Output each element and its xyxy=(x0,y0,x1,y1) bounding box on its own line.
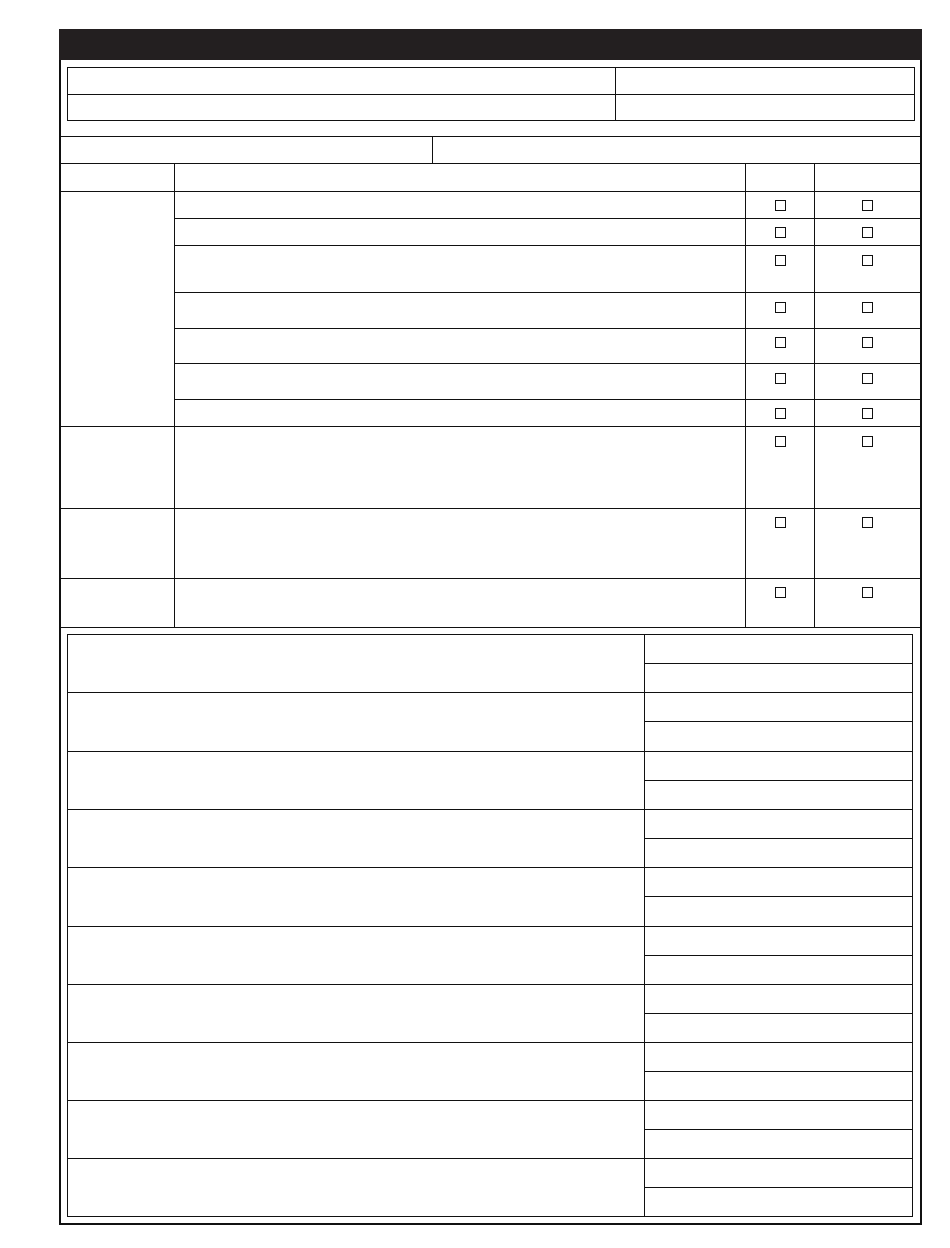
row-rule xyxy=(174,363,922,364)
checklist-col-divider-3 xyxy=(814,163,815,628)
header-field-2[interactable] xyxy=(616,68,914,94)
entries-subrow-rule xyxy=(644,838,913,839)
row-rule xyxy=(174,292,922,293)
checkbox-row2-b[interactable] xyxy=(862,227,873,238)
entries-row-rule xyxy=(67,751,913,752)
checkbox-row7-b[interactable] xyxy=(862,408,873,419)
info-row-bottom-rule xyxy=(59,163,922,164)
entries-row-rule xyxy=(67,809,913,810)
checklist-col-divider-1 xyxy=(174,163,175,628)
entries-row-rule xyxy=(67,1100,913,1101)
checklist-header-rule xyxy=(59,191,922,192)
entries-subrow-rule xyxy=(644,955,913,956)
checkbox-row7-a[interactable] xyxy=(775,408,786,419)
checkbox-row5-b[interactable] xyxy=(862,337,873,348)
row-rule xyxy=(174,218,922,219)
checkbox-row9-b[interactable] xyxy=(862,517,873,528)
checkbox-row2-a[interactable] xyxy=(775,227,786,238)
entries-subrow-rule xyxy=(644,721,913,722)
checkbox-row4-a[interactable] xyxy=(775,302,786,313)
form-title-bar xyxy=(59,29,922,60)
checkbox-row1-b[interactable] xyxy=(862,200,873,211)
checklist-bottom-rule xyxy=(59,627,922,628)
row-rule xyxy=(174,328,922,329)
checkbox-row8-b[interactable] xyxy=(862,436,873,447)
entries-subrow-rule xyxy=(644,1187,913,1188)
info-field-right[interactable] xyxy=(433,137,920,163)
header-field-1[interactable] xyxy=(68,68,614,94)
entries-row-rule xyxy=(67,692,913,693)
header-field-4[interactable] xyxy=(616,95,914,121)
info-field-left[interactable] xyxy=(61,137,431,163)
entries-row-rule xyxy=(67,867,913,868)
section-rule xyxy=(59,426,922,427)
checkbox-row6-b[interactable] xyxy=(862,373,873,384)
checkbox-row8-a[interactable] xyxy=(775,436,786,447)
checkbox-row3-b[interactable] xyxy=(862,255,873,266)
entries-subrow-rule xyxy=(644,1013,913,1014)
entries-row-rule xyxy=(67,1042,913,1043)
entries-subrow-rule xyxy=(644,1129,913,1130)
entries-subrow-rule xyxy=(644,663,913,664)
row-rule xyxy=(174,399,922,400)
entries-row-rule xyxy=(67,984,913,985)
checkbox-row10-b[interactable] xyxy=(862,587,873,598)
entries-subrow-rule xyxy=(644,1071,913,1072)
checkbox-row9-a[interactable] xyxy=(775,517,786,528)
checklist-col-divider-2 xyxy=(745,163,746,628)
checkbox-row4-b[interactable] xyxy=(862,302,873,313)
checkbox-row3-a[interactable] xyxy=(775,255,786,266)
form-title xyxy=(59,29,922,43)
checkbox-row1-a[interactable] xyxy=(775,200,786,211)
entries-row-rule xyxy=(67,1158,913,1159)
header-field-3[interactable] xyxy=(68,95,614,121)
section-rule xyxy=(59,578,922,579)
checkbox-row5-a[interactable] xyxy=(775,337,786,348)
row-rule xyxy=(174,245,922,246)
checkbox-row6-a[interactable] xyxy=(775,373,786,384)
entries-subrow-rule xyxy=(644,896,913,897)
section-rule xyxy=(59,508,922,509)
entries-subrow-rule xyxy=(644,780,913,781)
entries-row-rule xyxy=(67,926,913,927)
checkbox-row10-a[interactable] xyxy=(775,587,786,598)
